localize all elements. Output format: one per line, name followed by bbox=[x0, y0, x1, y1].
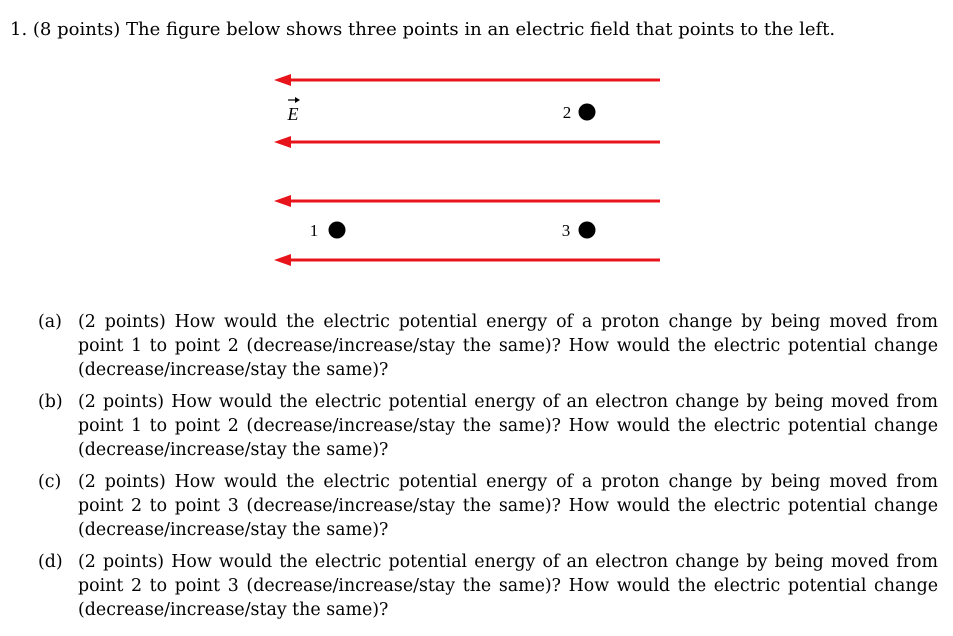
part-b-label: (b) bbox=[38, 392, 63, 412]
part-d-text: (2 points) How would the electric potential energy of an electron change by being moved from point 2 to point 3 (decrease/increase/stay the same)? How would the electric potential change (decrease/increase/stay the same)? bbox=[78, 552, 938, 620]
field-line-3 bbox=[274, 195, 660, 207]
point-1-dot bbox=[329, 222, 346, 239]
part-c-label: (c) bbox=[38, 472, 62, 492]
question-parts bbox=[38, 310, 938, 630]
part-a-label: (a) bbox=[38, 312, 62, 332]
electric-field-figure bbox=[0, 0, 953, 300]
point-1 bbox=[310, 221, 346, 240]
part-c-text: (2 points) How would the electric potential energy of a proton change by being moved from point 2 to point 3 (decrease/increase/stay the same)? How would the electric potential change (decrease/increase/stay the same)? bbox=[78, 472, 938, 540]
part-b-text: (2 points) How would the electric potential energy of an electron change by being moved from point 1 to point 2 (decrease/increase/stay the same)? How would the electric potential change (decrease/increase/stay the same)? bbox=[78, 392, 938, 460]
point-2-dot bbox=[579, 104, 596, 121]
point-3-dot bbox=[579, 222, 596, 239]
part-a-text: (2 points) How would the electric potential energy of a proton change by being moved from point 1 to point 2 (decrease/increase/stay the same)? How would the electric potential change (decrease/increase/stay the same)? bbox=[78, 312, 938, 380]
part-c bbox=[38, 470, 938, 542]
problem-heading: 1. (8 points) The figure below shows three points in an electric field that points to the left. bbox=[10, 19, 836, 40]
vector-arrow-head bbox=[295, 97, 300, 103]
part-d-label: (d) bbox=[38, 552, 63, 572]
part-d bbox=[38, 550, 938, 622]
field-line-1 bbox=[274, 74, 660, 86]
point-3-label: 3 bbox=[561, 221, 571, 240]
point-3 bbox=[562, 221, 596, 240]
part-a bbox=[38, 310, 938, 382]
part-b bbox=[38, 390, 938, 462]
field-label: E bbox=[287, 104, 299, 124]
field-line-4 bbox=[274, 254, 660, 266]
point-2 bbox=[563, 103, 596, 122]
field-line-2 bbox=[274, 136, 660, 148]
point-1-label: 1 bbox=[309, 221, 319, 240]
field-lines bbox=[274, 74, 660, 266]
point-2-label: 2 bbox=[562, 103, 572, 122]
field-vector-label bbox=[287, 97, 301, 124]
